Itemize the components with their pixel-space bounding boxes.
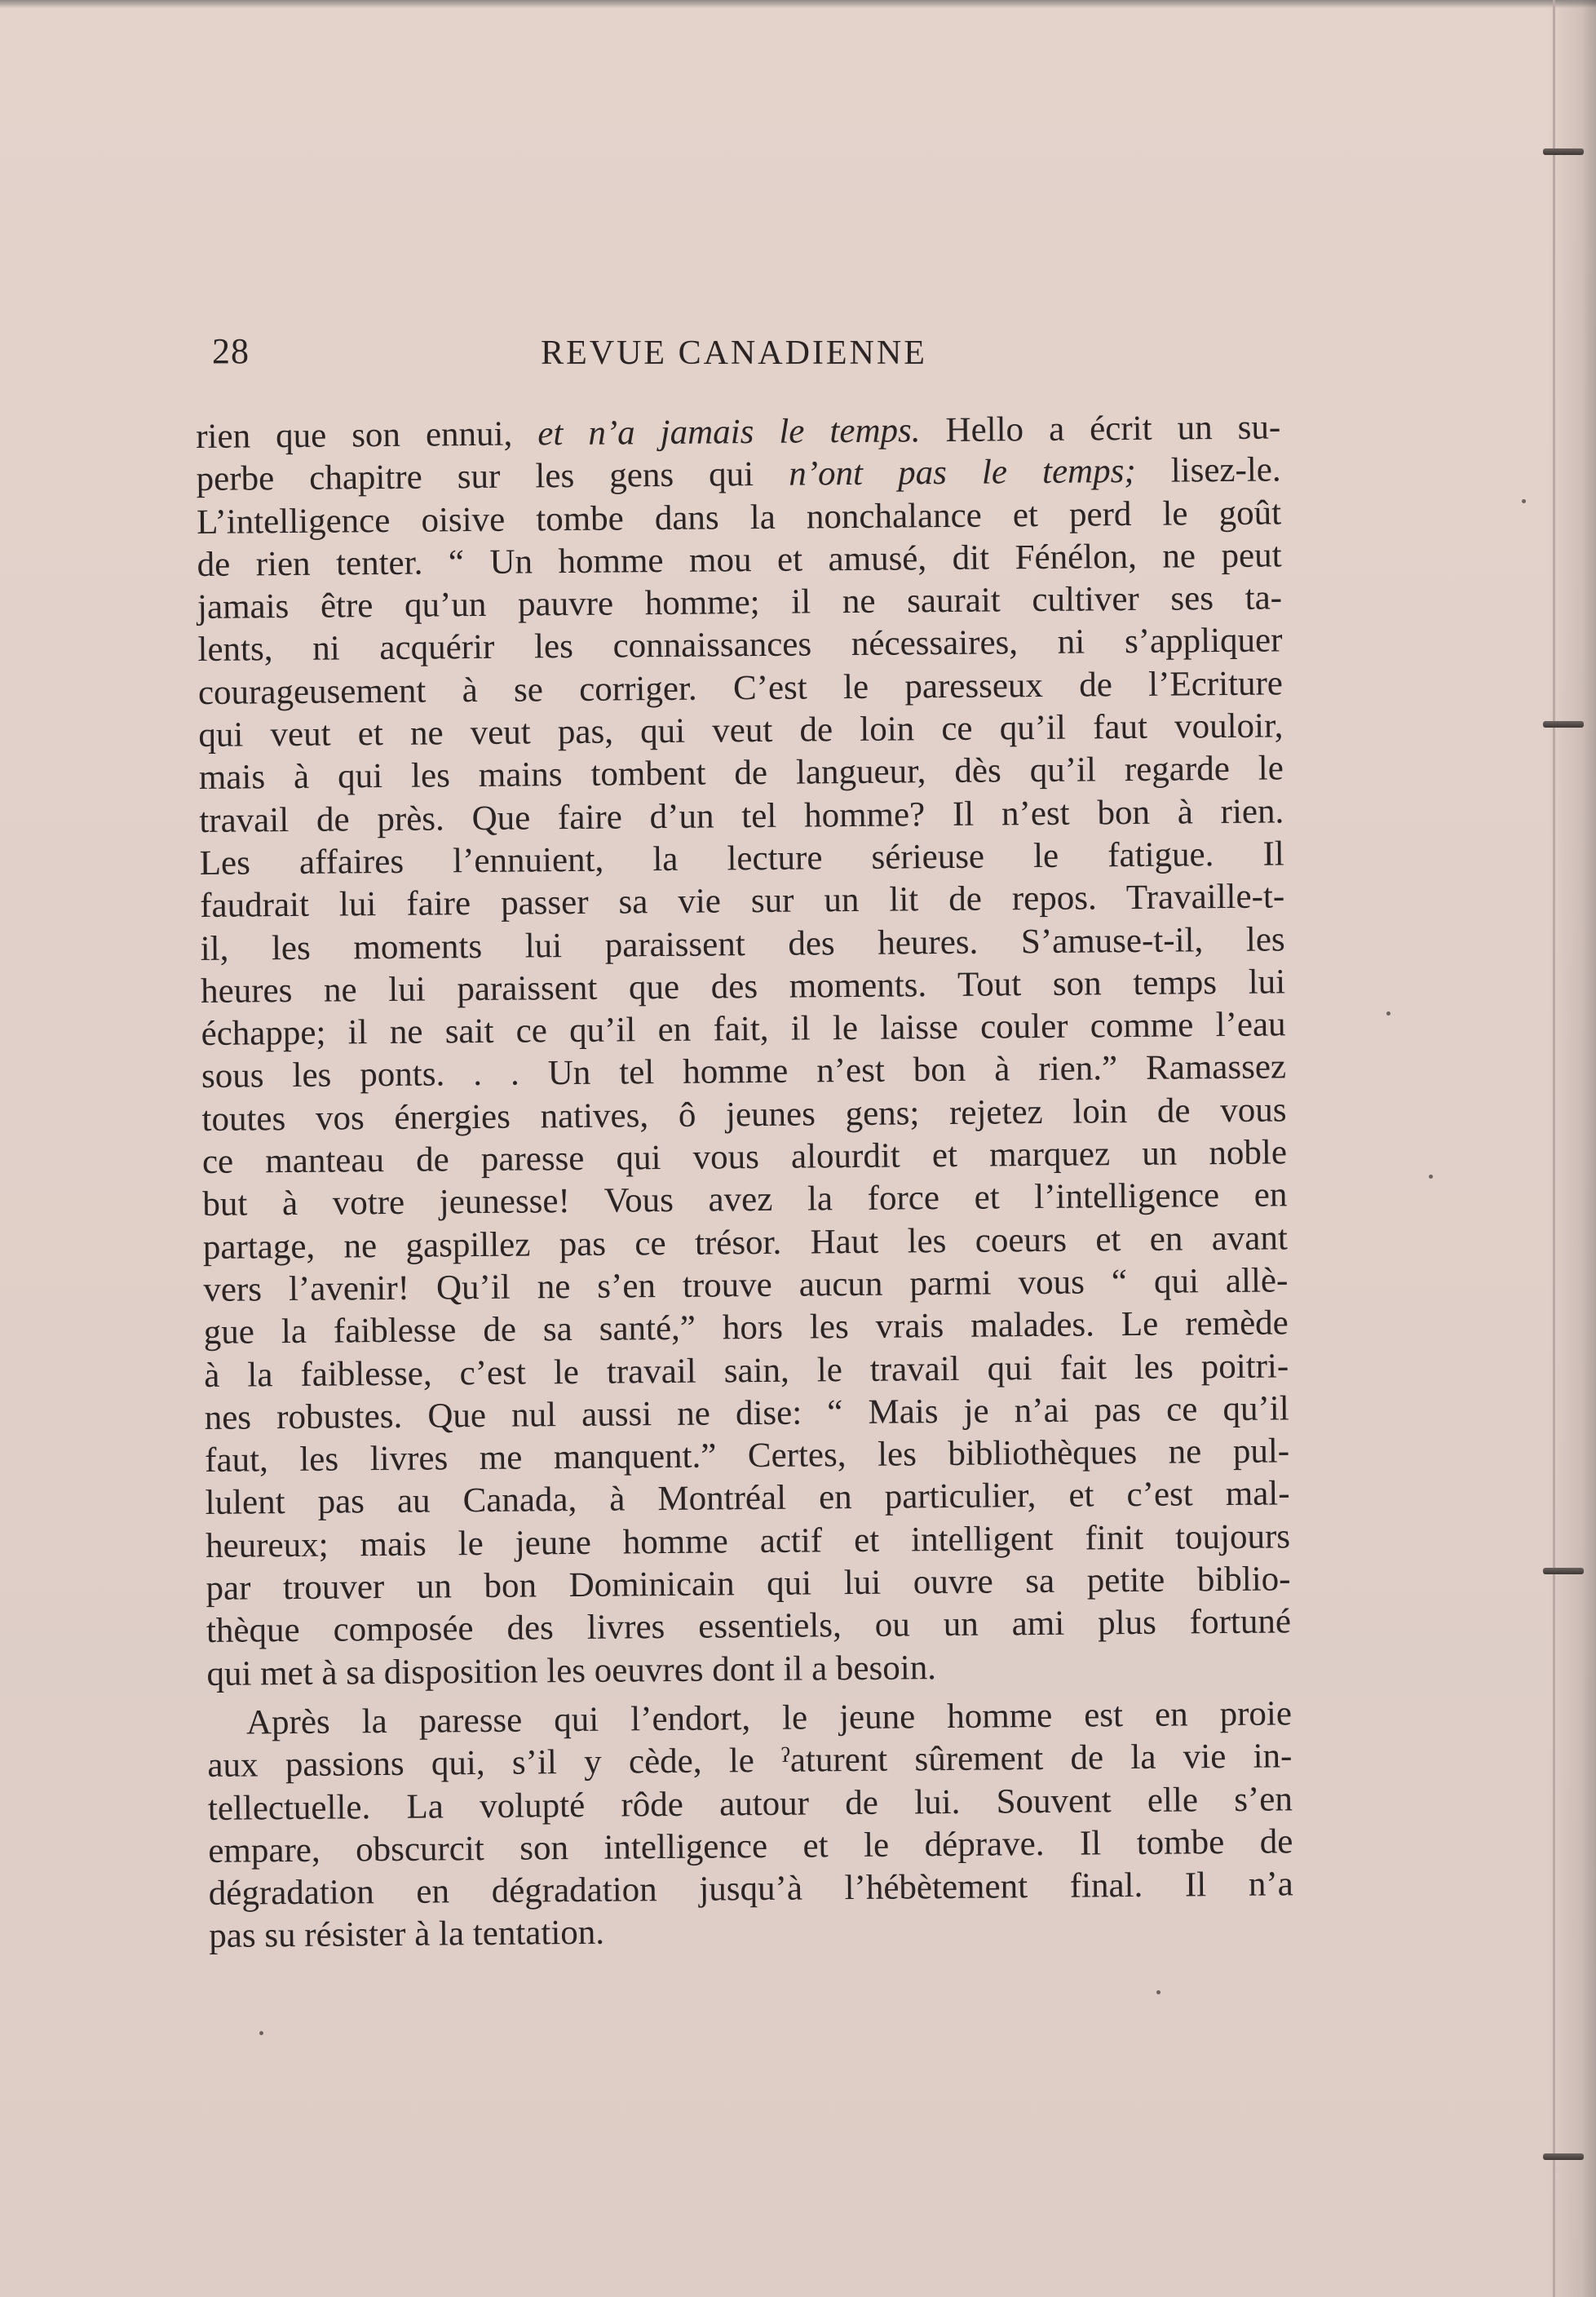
text-run: pas su résister à la tentation.: [209, 1914, 605, 1956]
text-run: heureux; mais le jeune homme actif et intelligent finit toujours: [205, 1517, 1291, 1565]
text-run: dégradation en dégradation jusqu’à l’hébètement final. Il n’a: [208, 1865, 1293, 1914]
text-run: Hello a écrit un su-: [920, 408, 1281, 450]
text-run: travail de près. Que faire d’un tel homme? Il n’est bon à rien.: [199, 792, 1284, 840]
text-run: empare, obscurcit son intelligence et le déprave. Il tombe de: [208, 1822, 1293, 1870]
text-run: à la faiblesse, c’est le travail sain, le travail qui fait les poitri-: [204, 1346, 1289, 1395]
page-header: [212, 330, 1289, 387]
staple-mark: [1543, 721, 1584, 728]
paragraph: [196, 406, 1292, 1695]
text-run: courageusement à se corriger. C’est le paresseux de l’Ecriture: [197, 664, 1284, 712]
paragraph: [207, 1693, 1294, 1958]
text-run: faut, les livres me manquent.” Certes, les bibliothèques ne pul-: [204, 1432, 1290, 1480]
text-run: toutes vos énergies natives, ô jeunes gens; rejetez loin de vous: [201, 1091, 1287, 1139]
italic-text: n’ont pas le temps;: [789, 452, 1136, 493]
article-body: [196, 406, 1293, 1958]
staple-mark: [1543, 2153, 1584, 2160]
text-run: qui met à sa disposition les oeuvres dont il a besoin.: [206, 1648, 937, 1693]
paper-speck: [259, 2031, 263, 2035]
text-run: qui veut et ne veut pas, qui veut de loin ce qu’il faut vouloir,: [198, 706, 1284, 755]
text-run: thèque composée des livres essentiels, ou un ami plus fortuné: [206, 1602, 1292, 1651]
text-run: partage, ne gaspillez pas ce trésor. Haut les coeurs et en avant: [202, 1218, 1289, 1267]
text-run: par trouver un bon Dominicain qui lui ouvre sa petite biblio-: [206, 1560, 1291, 1608]
paper-speck: [1522, 499, 1526, 503]
text-run: jamais être qu’un pauvre homme; il ne saurait cultiver ses ta-: [197, 578, 1283, 627]
text-run: échappe; il ne sait ce qu’il en fait, il le laisse couler comme l’eau: [201, 1005, 1286, 1054]
text-run: Après la paresse qui l’endort, le jeune homme est en proie: [245, 1694, 1293, 1742]
binding-line: [1553, 0, 1555, 2297]
text-run: heures ne lui paraissent que des moments. Tout son temps lui: [200, 963, 1286, 1011]
text-run: mais à qui les mains tombent de langueur, dès qu’il regarde le: [198, 749, 1284, 798]
text-run: lents, ni acquérir les connaissances nécessaires, ni s’appliquer: [197, 621, 1283, 670]
staple-mark: [1543, 1568, 1584, 1574]
staple-mark: [1543, 148, 1584, 155]
text-line: [209, 1906, 1293, 1958]
text-run: Les affaires l’ennuient, la lecture sérieuse le fatigue. Il: [199, 834, 1284, 883]
text-run: gue la faiblesse de sa santé,” hors les vrais malades. Le remède: [203, 1303, 1289, 1352]
paper-speck: [1429, 1175, 1433, 1179]
italic-text: et n’a jamais le temps.: [537, 411, 921, 454]
text-run: il, les moments lui paraissent des heures. S’amuse-t-il, les: [200, 919, 1285, 968]
text-run: nes robustes. Que nul aussi ne dise: “ Mais je n’ai pas ce qu’il: [204, 1389, 1289, 1437]
text-run: L’intelligence oisive tombe dans la nonchalance et perd le goût: [196, 493, 1282, 542]
text-run: rien que son ennui,: [196, 414, 538, 456]
text-run: lisez-le.: [1135, 450, 1281, 491]
paper-speck: [1156, 1990, 1161, 1994]
text-run: de rien tenter. “ Un homme mou et amusé, dit Fénélon, ne peut: [197, 536, 1282, 584]
page-number: 28: [212, 331, 250, 371]
text-run: perbe chapitre sur les gens qui: [196, 454, 789, 499]
page-top-edge: [0, 0, 1596, 8]
text-run: sous les ponts. . . Un tel homme n’est bon à rien.” Ramassez: [201, 1047, 1287, 1096]
text-run: ce manteau de paresse qui vous alourdit et marquez un noble: [201, 1133, 1288, 1182]
text-run: faudrait lui faire passer sa vie sur un lit de repos. Travaille-t-: [200, 877, 1285, 926]
running-title: REVUE CANADIENNE: [541, 334, 927, 372]
text-run: aux passions qui, s’il y cède, le ˀaturent sûrement de la vie in-: [207, 1737, 1293, 1786]
text-run: tellectuelle. La volupté rôde autour de lui. Souvent elle s’en: [207, 1779, 1293, 1828]
text-run: vers l’avenir! Qu’il ne s’en trouve aucun parmi vous “ qui allè-: [203, 1261, 1289, 1309]
paper-speck: [1386, 1011, 1390, 1016]
text-run: lulent pas au Canada, à Montréal en particulier, et c’est mal-: [205, 1474, 1290, 1523]
text-run: but à votre jeunesse! Vous avez la force et l’intelligence en: [202, 1175, 1288, 1224]
